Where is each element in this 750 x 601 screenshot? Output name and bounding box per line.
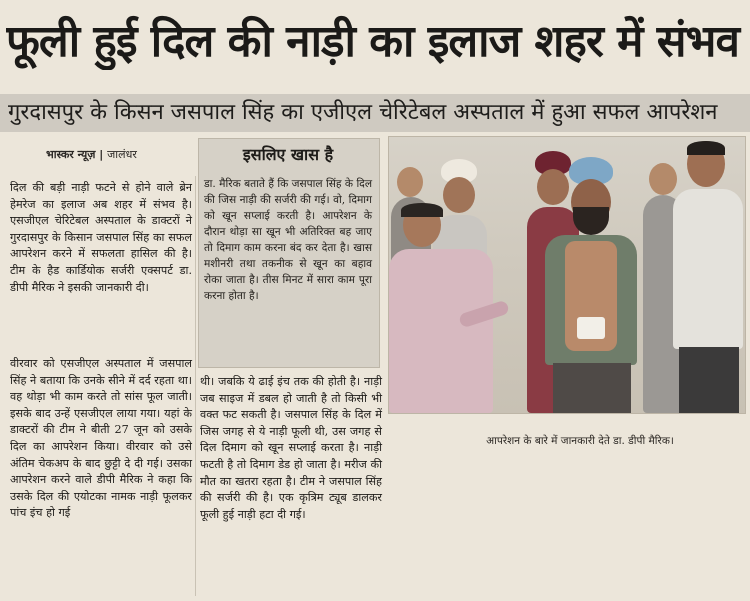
subheadline: गुरदासपुर के किसन जसपाल सिंह का एजीएल चेरिटेबल अस्पताल में हुआ सफल आपरेशन (8, 100, 718, 125)
sidebar-box-text: डा. मैरिक बताते हैं कि जसपाल सिंह के दिल की जिस नाड़ी की सर्जरी की गई। वो, दिमाग को खून सप्लाई करती है। आपरेशन के दौरान थोड़ा सा खून भी अतिरिक्त बह जाए तो दिमाग काम करना बंद कर देता है। खास मशीनरी तथा तकनीक से खून का बहाव रोका जाता है। तीस मिनट में सारा काम पूरा करना होता है। (204, 178, 372, 302)
article-continuation: थी। जबकि ये ढाई इंच तक की होती है। नाड़ी जब साइज में डबल हो जाती है तो किसी भी वक्त फट सकती है। जसपाल सिंह के दिल में जिस जगह से ये नाड़ी फूली थी, उस जगह से दिल दिमाग को खून सप्लाई करता है। नाड़ी फटती है तो दिमाग डेड हो जाता है। मरीज की मौत का खतरा रहता है। टीम ने जसपाल सिंह की सर्जरी की है। एक कृत्रिम ट्यूब डालकर फूली हुई नाड़ी हटा दी गई। (200, 375, 382, 521)
photo-patient (539, 157, 643, 413)
photo-person-right (671, 141, 745, 413)
byline-place: जालंधर (107, 148, 137, 161)
photo-doctor (389, 203, 509, 413)
headline: फूली हुई दिल की नाड़ी का इलाज शहर में संभव (6, 16, 739, 67)
photo-caption: आपरेशन के बारे में जानकारी देते डा. डीपी मैरिक। (486, 435, 674, 447)
sidebar-box-title: इसलिए खास है (242, 145, 334, 164)
article-paragraph-1: दिल की बड़ी नाड़ी फटने से होने वाले ब्रेन हेमरेज का इलाज अब शहर में संभव है। एसजीएल चेरिटेबल अस्पताल के डाक्टरों ने गुरदासपुर के किसान जसपाल सिंह का सफल आपरेशन करने में सफलता हासिल की है। टीम के हैड कार्डियोक सर्जरी एक्सपर्ट डा. डीपी मैरिक ने इसकी जानकारी दी। (10, 181, 192, 294)
byline-source: भास्कर न्यूज़ (46, 148, 96, 161)
news-photo (388, 136, 746, 414)
byline (46, 146, 137, 164)
column-divider (195, 176, 196, 596)
article-paragraph-2: वीरवार को एसजीएल अस्पताल में जसपाल सिंह ने बताया कि उनके सीने में दर्द रहता था। वह थोड़ा भी काम करते तो सांस फूल जाती। इसके बाद उन्हें एसजीएल लाया गया। यहां के डाक्टरों की टीम ने बीती 27 जून को उसके दिल का आपरेशन किया। वीरवार को उसे अंतिम चेकअप के बाद छुट्टी दे दी गई। उसका आपरेशन करने वाले डीपी मैरिक ने कहा कि उसके दिल की एयोटका नामक नाड़ी फूलकर पांच इंच हो गई (10, 357, 192, 520)
byline-separator: | (95, 148, 108, 161)
